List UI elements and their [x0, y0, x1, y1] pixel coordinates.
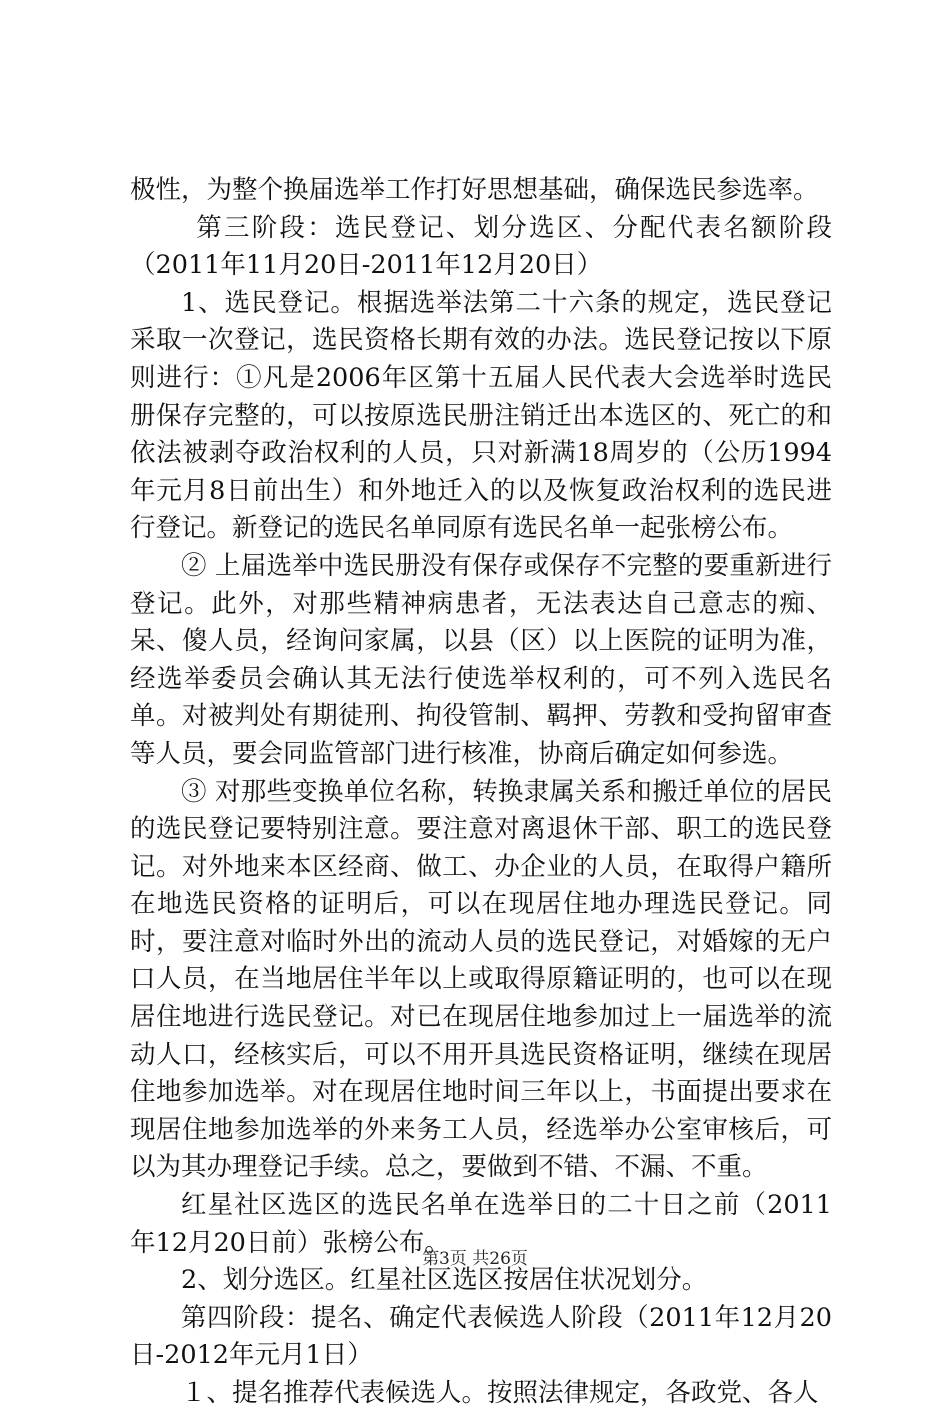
paragraph-8-stage-four-heading: 第四阶段：提名、确定代表候选人阶段（2011年12月20日-2012年元月1日） — [130, 1302, 832, 1371]
paragraph-7-divide-districts: 2、划分选区。红星社区选区按居住状况划分。 — [181, 1265, 708, 1296]
page-footer: 第3页 共26页 — [422, 1249, 528, 1269]
paragraph-3-voter-registration: 1、选民登记。根据选举法第二十六条的规定，选民登记采取一次登记，选民资格长期有效的办法。选民登记按以下原则进行：①凡是2006年区第十五届人民代表大会选举时选民册保存完整的，可以按原选民册注销迁出本选区的、死亡的和依法被剥夺政治权利的人员，只对新满18周岁的（公历1994年元月8日前出生）和外地迁入的以及恢复政治权利的选民进行登记。新登记的选民名单同原有选民名单一起张榜公布。 — [130, 287, 832, 544]
document-body — [130, 172, 832, 1413]
paragraph-9-nominate-candidates: １、提名推荐代表候选人。按照法律规定，各政党、各人 — [181, 1378, 819, 1408]
paragraph-4-item-two: ② 上届选举中选民册没有保存或保存不完整的要重新进行登记。此外，对那些精神病患者，无法表达自己意志的痴、呆、傻人员，经询问家属，以县（区）以上医院的证明为准，经选举委员会确认其无法行使选举权利的，可不列入选民名单。对被判处有期徒刑、拘役管制、羁押、劳教和受拘留审查等人员，要会同监管部门进行核准，协商后确定如何参选。 — [130, 550, 832, 769]
paragraph-6-voter-list-posting: 红星社区选区的选民名单在选举日的二十日之前（2011年12月20日前）张榜公布。 — [130, 1190, 832, 1258]
paragraph-2-stage-three-heading: 第三阶段：选民登记、划分选区、分配代表名额阶段（2011年11月20日-2011年12月20日） — [130, 212, 832, 281]
paragraph-1: 极性，为整个换届选举工作打好思想基础，确保选民参选率。 — [130, 175, 819, 205]
paragraph-5-item-three: ③ 对那些变换单位名称，转换隶属关系和搬迁单位的居民的选民登记要特别注意。要注意对离退休干部、职工的选民登记。对外地来本区经商、做工、办企业的人员，在取得户籍所在地选民资格的证明后，可以在现居住地办理选民登记。同时，要注意对临时外出的流动人员的选民登记，对婚嫁的无户口人员，在当地居住半年以上或取得原籍证明的，也可以在现居住地进行选民登记。对已在现居住地参加过上一届选举的流动人口，经核实后，可以不用开具选民资格证明，继续在现居住地参加选举。对在现居住地时间三年以上，书面提出要求在现居住地参加选举的外来务工人员，经选举办公室审核后，可以为其办理登记手续。总之，要做到不错、不漏、不重。 — [130, 776, 832, 1183]
